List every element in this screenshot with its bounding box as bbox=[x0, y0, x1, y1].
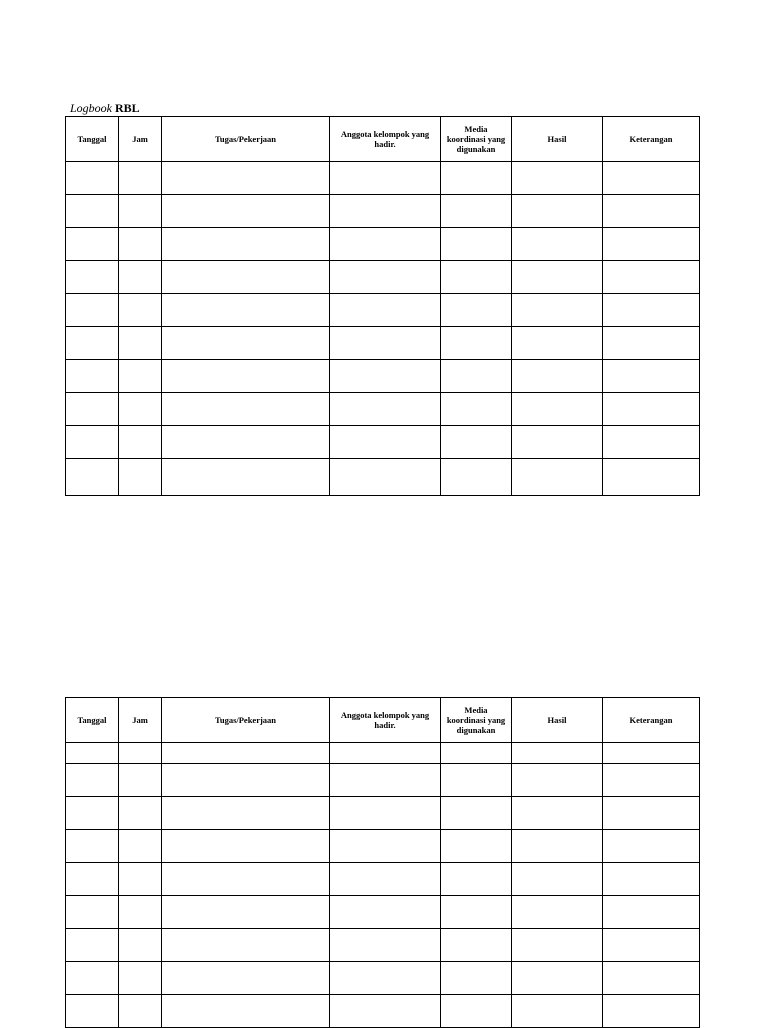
column-header-hasil: Hasil bbox=[512, 117, 603, 162]
table-cell[interactable] bbox=[512, 228, 603, 261]
table-row bbox=[66, 195, 700, 228]
table-cell[interactable] bbox=[119, 261, 162, 294]
table-cell[interactable] bbox=[512, 426, 603, 459]
table-cell[interactable] bbox=[162, 962, 330, 995]
table-cell[interactable] bbox=[330, 797, 441, 830]
table-cell[interactable] bbox=[162, 294, 330, 327]
column-header-tugas: Tugas/Pekerjaan bbox=[162, 117, 330, 162]
table-cell[interactable] bbox=[66, 995, 119, 1028]
table-cell[interactable] bbox=[162, 327, 330, 360]
table-cell[interactable] bbox=[603, 162, 700, 195]
table-cell[interactable] bbox=[330, 896, 441, 929]
table-cell[interactable] bbox=[66, 459, 119, 496]
table-cell[interactable] bbox=[512, 261, 603, 294]
table-cell[interactable] bbox=[66, 360, 119, 393]
table-cell[interactable] bbox=[330, 995, 441, 1028]
table-cell[interactable] bbox=[441, 360, 512, 393]
table-row bbox=[66, 327, 700, 360]
column-header-anggota: Anggota kelompok yang hadir. bbox=[330, 698, 441, 743]
table-cell[interactable] bbox=[512, 360, 603, 393]
table-cell[interactable] bbox=[330, 294, 441, 327]
table-cell[interactable] bbox=[441, 896, 512, 929]
table-cell[interactable] bbox=[603, 830, 700, 863]
table-cell[interactable] bbox=[603, 228, 700, 261]
table-cell[interactable] bbox=[441, 863, 512, 896]
table-cell[interactable] bbox=[119, 830, 162, 863]
table-cell[interactable] bbox=[66, 797, 119, 830]
table-cell[interactable] bbox=[441, 743, 512, 764]
table-cell[interactable] bbox=[119, 764, 162, 797]
table-cell[interactable] bbox=[603, 195, 700, 228]
table-row bbox=[66, 962, 700, 995]
table-cell[interactable] bbox=[330, 228, 441, 261]
table-cell[interactable] bbox=[512, 830, 603, 863]
table-cell[interactable] bbox=[162, 195, 330, 228]
table-cell[interactable] bbox=[66, 393, 119, 426]
table-cell[interactable] bbox=[330, 459, 441, 496]
table-cell[interactable] bbox=[119, 743, 162, 764]
logbook-title-italic: Logbook bbox=[70, 101, 112, 115]
table-cell[interactable] bbox=[162, 995, 330, 1028]
table-cell[interactable] bbox=[119, 426, 162, 459]
table-cell[interactable] bbox=[119, 327, 162, 360]
table-row bbox=[66, 764, 700, 797]
table-cell[interactable] bbox=[441, 962, 512, 995]
table-cell[interactable] bbox=[330, 195, 441, 228]
table-cell[interactable] bbox=[162, 764, 330, 797]
table-cell[interactable] bbox=[66, 195, 119, 228]
table-cell[interactable] bbox=[441, 261, 512, 294]
logbook-title-bold: RBL bbox=[115, 101, 140, 115]
table-cell[interactable] bbox=[162, 162, 330, 195]
column-header-media: Media koordinasi yang digunakan bbox=[441, 117, 512, 162]
table-cell[interactable] bbox=[441, 162, 512, 195]
table-cell[interactable] bbox=[119, 195, 162, 228]
table-cell[interactable] bbox=[330, 393, 441, 426]
table-cell[interactable] bbox=[119, 162, 162, 195]
table-cell[interactable] bbox=[441, 393, 512, 426]
table-cell[interactable] bbox=[512, 162, 603, 195]
table-cell[interactable] bbox=[441, 929, 512, 962]
table-row bbox=[66, 863, 700, 896]
table-cell[interactable] bbox=[66, 896, 119, 929]
table-row bbox=[66, 743, 700, 764]
table-cell[interactable] bbox=[603, 863, 700, 896]
column-header-tanggal: Tanggal bbox=[66, 117, 119, 162]
table-cell[interactable] bbox=[512, 195, 603, 228]
table-cell[interactable] bbox=[330, 830, 441, 863]
table-cell[interactable] bbox=[119, 459, 162, 496]
table-cell[interactable] bbox=[603, 995, 700, 1028]
table-row bbox=[66, 294, 700, 327]
table-cell[interactable] bbox=[441, 294, 512, 327]
table-cell[interactable] bbox=[162, 743, 330, 764]
column-header-keterangan: Keterangan bbox=[603, 117, 700, 162]
table-cell[interactable] bbox=[119, 896, 162, 929]
table-cell[interactable] bbox=[603, 360, 700, 393]
table-cell[interactable] bbox=[512, 743, 603, 764]
column-header-media: Media koordinasi yang digunakan bbox=[441, 698, 512, 743]
table-cell[interactable] bbox=[512, 393, 603, 426]
table-cell[interactable] bbox=[66, 426, 119, 459]
table-cell[interactable] bbox=[512, 995, 603, 1028]
table-cell[interactable] bbox=[119, 393, 162, 426]
logbook-table-1-body bbox=[66, 162, 700, 496]
table-cell[interactable] bbox=[66, 228, 119, 261]
table-cell[interactable] bbox=[330, 929, 441, 962]
table-cell[interactable] bbox=[512, 863, 603, 896]
table-header-row bbox=[66, 117, 700, 162]
table-cell[interactable] bbox=[66, 929, 119, 962]
table-cell[interactable] bbox=[162, 896, 330, 929]
column-header-keterangan: Keterangan bbox=[603, 698, 700, 743]
table-cell[interactable] bbox=[512, 896, 603, 929]
table-row bbox=[66, 393, 700, 426]
table-cell[interactable] bbox=[119, 929, 162, 962]
table-cell[interactable] bbox=[603, 962, 700, 995]
table-cell[interactable] bbox=[603, 393, 700, 426]
table-cell[interactable] bbox=[162, 393, 330, 426]
table-cell[interactable] bbox=[441, 995, 512, 1028]
table-cell[interactable] bbox=[330, 743, 441, 764]
table-row bbox=[66, 162, 700, 195]
table-cell[interactable] bbox=[441, 797, 512, 830]
table-row bbox=[66, 797, 700, 830]
table-cell[interactable] bbox=[441, 764, 512, 797]
logbook-title bbox=[70, 101, 140, 115]
table-cell[interactable] bbox=[330, 962, 441, 995]
table-row bbox=[66, 995, 700, 1028]
column-header-tanggal: Tanggal bbox=[66, 698, 119, 743]
table-cell[interactable] bbox=[162, 863, 330, 896]
table-cell[interactable] bbox=[512, 797, 603, 830]
table-cell[interactable] bbox=[603, 764, 700, 797]
table-cell[interactable] bbox=[441, 830, 512, 863]
table-cell[interactable] bbox=[66, 162, 119, 195]
table-cell[interactable] bbox=[603, 929, 700, 962]
table-row bbox=[66, 426, 700, 459]
table-cell[interactable] bbox=[330, 261, 441, 294]
logbook-table-2-body bbox=[66, 743, 700, 1028]
table-cell[interactable] bbox=[66, 830, 119, 863]
table-cell[interactable] bbox=[603, 743, 700, 764]
table-cell[interactable] bbox=[603, 426, 700, 459]
table-cell[interactable] bbox=[66, 743, 119, 764]
table-cell[interactable] bbox=[330, 360, 441, 393]
table-cell[interactable] bbox=[441, 426, 512, 459]
table-cell[interactable] bbox=[162, 459, 330, 496]
table-cell[interactable] bbox=[441, 327, 512, 360]
table-cell[interactable] bbox=[512, 294, 603, 327]
table-cell[interactable] bbox=[330, 863, 441, 896]
column-header-tugas: Tugas/Pekerjaan bbox=[162, 698, 330, 743]
table-cell[interactable] bbox=[603, 797, 700, 830]
table-cell[interactable] bbox=[512, 929, 603, 962]
table-cell[interactable] bbox=[162, 830, 330, 863]
table-cell[interactable] bbox=[441, 459, 512, 496]
table-row bbox=[66, 261, 700, 294]
table-cell[interactable] bbox=[512, 962, 603, 995]
column-header-jam: Jam bbox=[119, 117, 162, 162]
table-cell[interactable] bbox=[441, 228, 512, 261]
table-cell[interactable] bbox=[330, 162, 441, 195]
table-cell[interactable] bbox=[162, 360, 330, 393]
table-cell[interactable] bbox=[162, 228, 330, 261]
table-cell[interactable] bbox=[119, 360, 162, 393]
column-header-jam: Jam bbox=[119, 698, 162, 743]
table-cell[interactable] bbox=[66, 962, 119, 995]
table-cell[interactable] bbox=[162, 426, 330, 459]
table-cell[interactable] bbox=[66, 261, 119, 294]
table-cell[interactable] bbox=[66, 764, 119, 797]
logbook-table-1 bbox=[65, 116, 700, 496]
table-cell[interactable] bbox=[441, 195, 512, 228]
table-cell[interactable] bbox=[119, 797, 162, 830]
table-cell[interactable] bbox=[119, 962, 162, 995]
table-cell[interactable] bbox=[603, 327, 700, 360]
table-cell[interactable] bbox=[603, 459, 700, 496]
table-row bbox=[66, 896, 700, 929]
column-header-hasil: Hasil bbox=[512, 698, 603, 743]
table-header-row bbox=[66, 698, 700, 743]
table-cell[interactable] bbox=[66, 294, 119, 327]
table-cell[interactable] bbox=[330, 426, 441, 459]
table-row bbox=[66, 360, 700, 393]
table-cell[interactable] bbox=[162, 261, 330, 294]
table-cell[interactable] bbox=[512, 459, 603, 496]
table-cell[interactable] bbox=[603, 261, 700, 294]
table-cell[interactable] bbox=[119, 294, 162, 327]
table-cell[interactable] bbox=[512, 327, 603, 360]
table-row bbox=[66, 929, 700, 962]
table-row bbox=[66, 228, 700, 261]
table-cell[interactable] bbox=[603, 896, 700, 929]
table-cell[interactable] bbox=[603, 294, 700, 327]
table-row bbox=[66, 459, 700, 496]
table-cell[interactable] bbox=[330, 327, 441, 360]
table-cell[interactable] bbox=[66, 327, 119, 360]
table-cell[interactable] bbox=[119, 863, 162, 896]
table-cell[interactable] bbox=[330, 764, 441, 797]
table-cell[interactable] bbox=[512, 764, 603, 797]
column-header-anggota: Anggota kelompok yang hadir. bbox=[330, 117, 441, 162]
table-cell[interactable] bbox=[162, 797, 330, 830]
table-cell[interactable] bbox=[119, 228, 162, 261]
table-row bbox=[66, 830, 700, 863]
table-cell[interactable] bbox=[162, 929, 330, 962]
table-cell[interactable] bbox=[119, 995, 162, 1028]
table-cell[interactable] bbox=[66, 863, 119, 896]
logbook-table-2 bbox=[65, 697, 700, 1028]
